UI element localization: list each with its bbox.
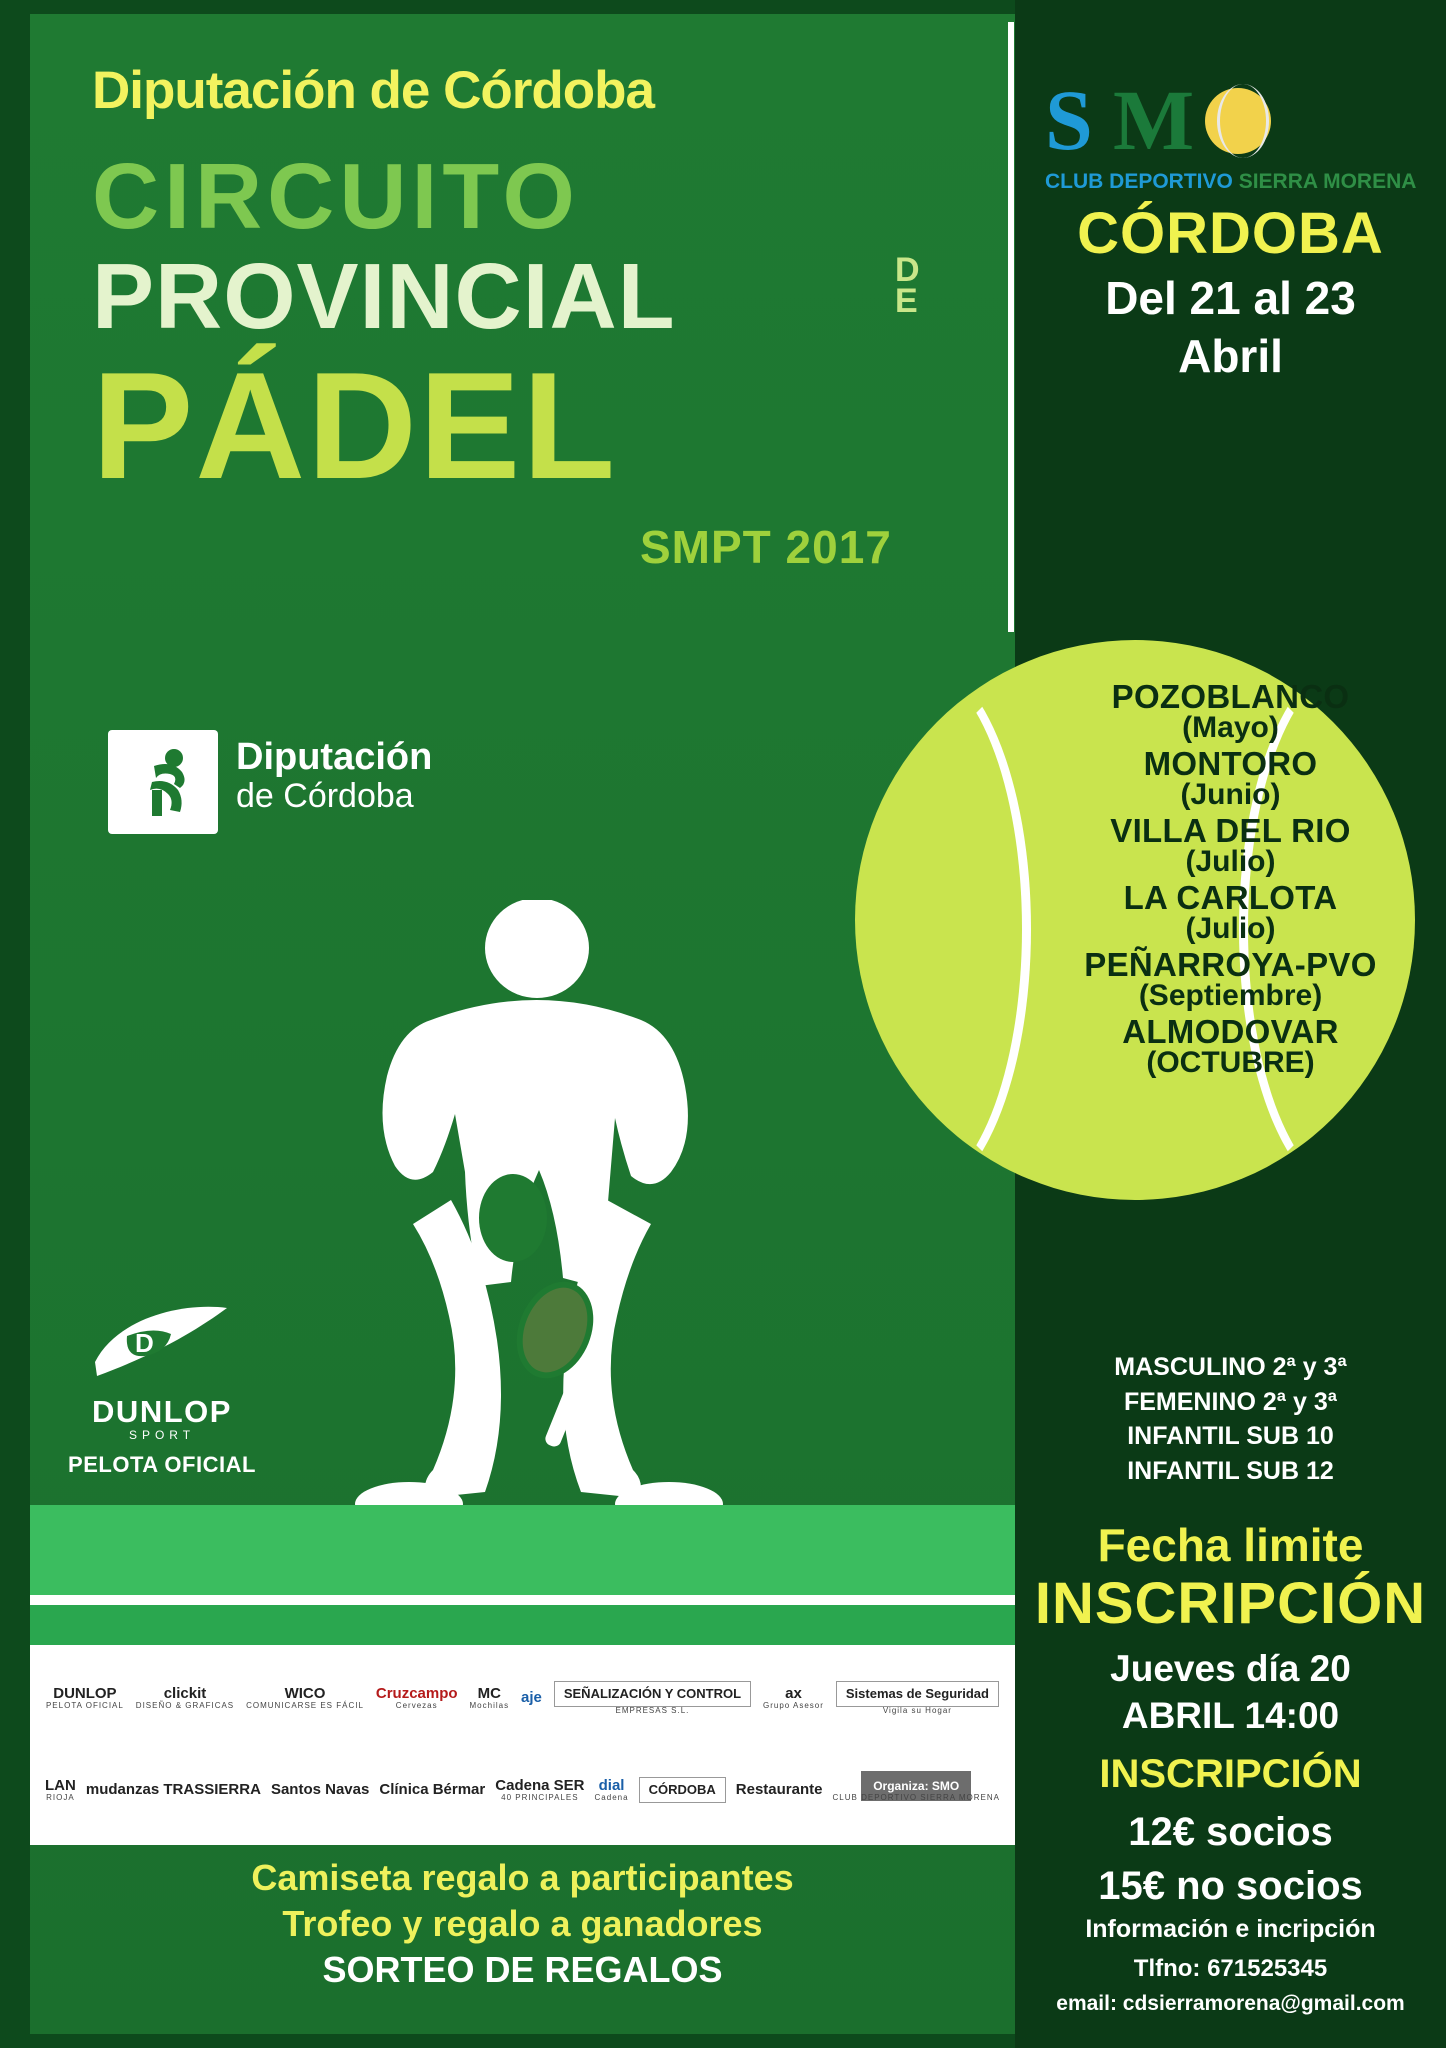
sponsor-sub: Vigila su Hogar xyxy=(882,1705,952,1715)
sponsor-sub: Mochilas xyxy=(469,1700,510,1710)
diputacion-logo-text xyxy=(236,738,432,815)
sponsor-name: Sistemas de Seguridad xyxy=(836,1681,999,1707)
sponsor-item xyxy=(521,1690,542,1706)
dunlop-official-ball-caption: PELOTA OFICIAL xyxy=(68,1452,256,1477)
sponsor-name: clickit xyxy=(163,1684,207,1702)
price-members: 12€ socios xyxy=(1128,1810,1333,1854)
sponsor-sub: PELOTA OFICIAL xyxy=(45,1700,124,1710)
category-item: INFANTIL SUB 10 xyxy=(1127,1422,1334,1450)
sponsor-item xyxy=(376,1686,458,1710)
dunlop-flying-d-icon xyxy=(87,1300,237,1390)
category-item: MASCULINO 2ª y 3ª xyxy=(1114,1353,1347,1381)
venue-list xyxy=(1015,680,1446,1082)
venue-month: (Julio) xyxy=(1185,845,1276,878)
svg-text:D: D xyxy=(135,1328,154,1358)
court-band-lower xyxy=(30,1605,1015,1645)
dunlop-wordmark: DUNLOP xyxy=(92,1394,232,1429)
sponsor-item xyxy=(46,1686,124,1710)
contact-email: email: cdsierramorena@gmail.com xyxy=(1056,1992,1405,2015)
dunlop-badge xyxy=(62,1300,262,1478)
deadline-time: ABRIL 14:00 xyxy=(1121,1695,1340,1737)
sponsor-name: SEÑALIZACIÓN Y CONTROL xyxy=(554,1681,751,1707)
sponsor-sub: EMPRESAS S.L. xyxy=(615,1705,690,1715)
sponsor-name: dial xyxy=(598,1776,625,1794)
sponsor-strip xyxy=(30,1645,1015,1845)
sponsor-sub: COMUNICARSE ES FÁCIL xyxy=(246,1700,364,1710)
list-item xyxy=(1015,1015,1446,1078)
tennis-ball-icon xyxy=(1205,88,1271,154)
club-logo-subtitle xyxy=(1045,170,1416,194)
vertical-divider xyxy=(1008,22,1014,632)
sponsor-name: Santos Navas xyxy=(270,1781,370,1799)
club-logo-sub-b: SIERRA MORENA xyxy=(1238,170,1417,193)
sponsor-name: LAN xyxy=(45,1776,76,1794)
sponsor-item xyxy=(45,1778,76,1802)
sponsor-item xyxy=(379,1782,485,1798)
venue-month: (Julio) xyxy=(1185,912,1276,945)
sponsor-sub: Cadena xyxy=(594,1792,629,1802)
list-item xyxy=(1015,814,1446,877)
list-item xyxy=(1015,948,1446,1011)
venue-name: POZOBLANCO xyxy=(1111,678,1350,715)
category-list xyxy=(1015,1350,1446,1488)
deadline-label-1: Fecha limite xyxy=(1097,1519,1364,1571)
sponsor-name: Restaurante xyxy=(735,1781,823,1799)
info-label: Información e incripción xyxy=(1085,1915,1376,1943)
venue-month: (Junio) xyxy=(1180,778,1281,811)
sponsor-item xyxy=(736,1782,823,1798)
sponsor-row xyxy=(40,1745,1005,1835)
event-dates-line2: Abril xyxy=(1178,329,1283,382)
venue-month: (OCTUBRE) xyxy=(1146,1046,1315,1079)
sponsor-item xyxy=(554,1681,751,1715)
sponsor-item xyxy=(595,1778,629,1802)
promo-line-2: Trofeo y regalo a ganadores xyxy=(282,1903,763,1945)
sponsor-sub: RIOJA xyxy=(46,1792,75,1802)
page-title-diputacion: Diputación de Córdoba xyxy=(92,61,654,120)
diputacion-logo-line1: Diputación xyxy=(236,736,433,778)
venue-name: PEÑARROYA-PVO xyxy=(1084,946,1377,983)
title-de-d: D xyxy=(895,251,920,289)
list-item xyxy=(1015,881,1446,944)
venue-month: (Septiembre) xyxy=(1138,979,1323,1012)
venue-name: LA CARLOTA xyxy=(1123,879,1338,916)
sponsor-row xyxy=(40,1653,1005,1743)
ball-seam-left xyxy=(803,658,1031,1200)
padel-player-silhouette xyxy=(255,900,815,1530)
sponsor-item xyxy=(639,1777,726,1803)
venue-name: VILLA DEL RIO xyxy=(1110,812,1351,849)
diputacion-logo xyxy=(108,730,468,840)
category-item: INFANTIL SUB 12 xyxy=(1127,1456,1334,1485)
list-item xyxy=(1015,680,1446,743)
sponsor-name: WICO xyxy=(284,1684,326,1702)
venue-name: MONTORO xyxy=(1143,745,1318,782)
sponsor-name: Clínica Bérmar xyxy=(379,1781,486,1799)
event-dates-line1: Del 21 al 23 xyxy=(1105,272,1356,324)
sponsor-sub: 40 PRINCIPALES xyxy=(501,1792,579,1802)
list-item xyxy=(1015,747,1446,810)
sponsor-item xyxy=(246,1686,364,1710)
title-smpt: SMPT 2017 xyxy=(640,521,892,573)
sponsor-name: ax xyxy=(785,1684,802,1702)
sponsor-item xyxy=(833,1778,1000,1802)
title-de-e: E xyxy=(895,282,918,321)
sponsor-name: aje xyxy=(521,1689,542,1707)
club-logo-m: M xyxy=(1113,72,1195,168)
sponsor-name: Cruzcampo xyxy=(375,1684,458,1702)
title-padel: PÁDEL xyxy=(92,341,618,511)
deadline-day: Jueves día 20 xyxy=(1110,1648,1351,1689)
sponsor-sub: DISEÑO & GRAFICAS xyxy=(135,1700,235,1710)
sponsor-item xyxy=(136,1686,234,1710)
dunlop-sport-label: SPORT xyxy=(128,1428,196,1442)
title-provincial: PROVINCIAL xyxy=(92,244,676,348)
sponsor-name: DUNLOP xyxy=(53,1684,117,1702)
price-non-members: 15€ no socios xyxy=(1098,1864,1363,1908)
event-dates xyxy=(1015,270,1446,385)
sponsor-sub: CLUB DEPORTIVO SIERRA MORENA xyxy=(832,1792,1000,1802)
diputacion-logo-line2: de Córdoba xyxy=(236,776,414,815)
sponsor-item xyxy=(470,1686,510,1710)
sponsor-name: Organiza: SMO xyxy=(861,1771,971,1801)
court-band xyxy=(30,1505,1015,1595)
title-de xyxy=(895,251,920,321)
club-logo-sub-a: CLUB DEPORTIVO xyxy=(1045,170,1233,193)
deadline-values xyxy=(1015,1645,1446,1740)
sponsor-sub: Cervezas xyxy=(395,1700,438,1710)
event-city: CÓRDOBA xyxy=(1077,201,1384,266)
club-logo xyxy=(1035,70,1425,193)
contact-phone: Tlfno: 671525345 xyxy=(1133,1955,1328,1982)
lion-crest-icon xyxy=(108,730,218,834)
sponsor-item xyxy=(271,1782,369,1798)
sponsor-name: MC xyxy=(477,1684,501,1702)
venue-name: ALMODOVAR xyxy=(1122,1013,1339,1050)
promo-block xyxy=(30,1855,1015,1993)
promo-line-3: SORTEO DE REGALOS xyxy=(322,1949,723,1991)
venue-month: (Mayo) xyxy=(1182,711,1279,744)
court-line xyxy=(30,1595,1015,1605)
sponsor-item xyxy=(86,1782,261,1798)
category-item: FEMENINO 2ª y 3ª xyxy=(1123,1387,1337,1416)
sponsor-name: CÓRDOBA xyxy=(639,1777,726,1803)
promo-line-1: Camiseta regalo a participantes xyxy=(251,1857,794,1898)
sponsor-item xyxy=(495,1778,584,1802)
sponsor-name: mudanzas TRASSIERRA xyxy=(85,1781,261,1799)
sponsor-item xyxy=(763,1686,824,1710)
title-circuito: CIRCUITO xyxy=(92,144,580,248)
price-list xyxy=(1015,1805,1446,1913)
sponsor-item xyxy=(836,1681,999,1715)
deadline-label-2: INSCRIPCIÓN xyxy=(1034,1571,1427,1636)
sponsor-sub: Grupo Asesor xyxy=(763,1700,824,1710)
club-logo-s: S xyxy=(1045,72,1093,168)
sponsor-name: Cadena SER xyxy=(495,1776,585,1794)
inscription-label: INSCRIPCIÓN xyxy=(1099,1752,1362,1796)
